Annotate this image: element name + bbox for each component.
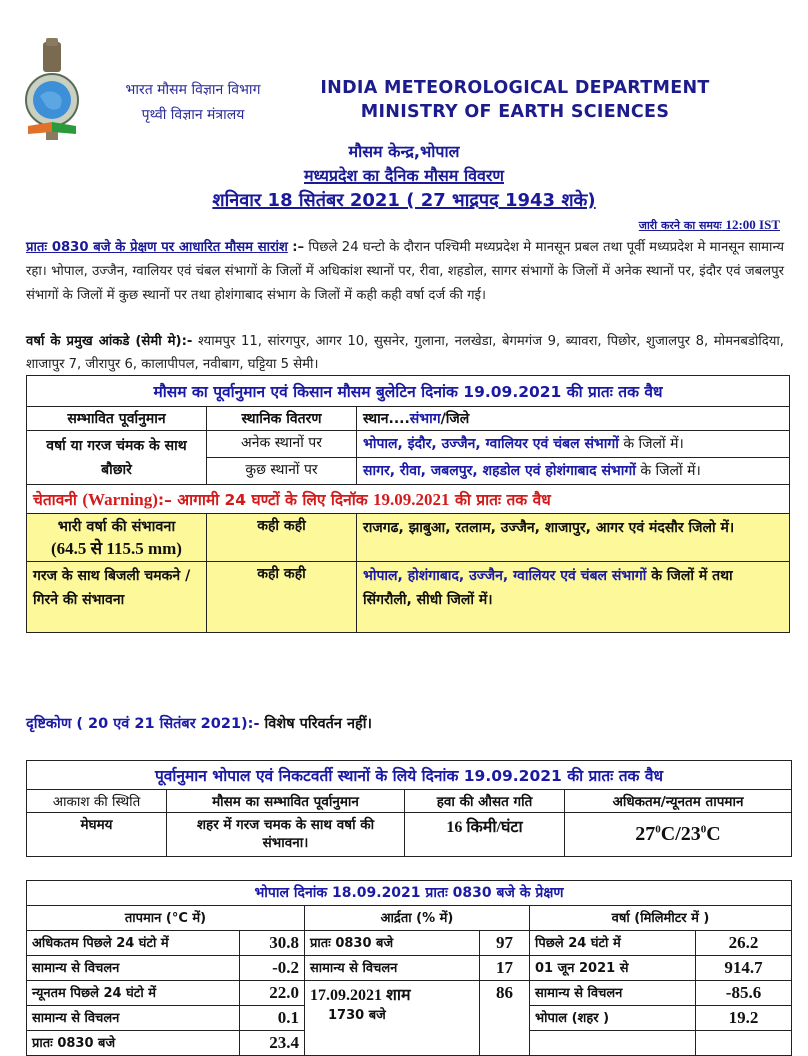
humidity-value: 17 (480, 956, 530, 981)
sky-condition: मेघमय (27, 813, 167, 857)
forecast-distribution: अनेक स्थानों पर (207, 431, 357, 458)
header-forecast: मौसम का सम्भावित पूर्वानुमान (167, 790, 405, 813)
rain-label: सामान्य से विचलन (530, 981, 696, 1006)
bhopal-forecast-table (26, 760, 792, 857)
warning-phenomenon: गरज के साथ बिजली चमकने / गिरने की संभावना (27, 562, 207, 633)
temp-label: सामान्य से विचलन (27, 956, 240, 981)
observations-table (26, 880, 792, 1056)
warning-places-list: राजगढ, झाबुआ, रतलाम, उज्जैन, शाजापुर, आगर एवं मंदसौर जिलो में। (363, 520, 735, 536)
warning-title (27, 485, 790, 514)
warning-text: :– आगामी 24 घण्टों के लिए दिनॉक (157, 491, 368, 509)
forecast-places (357, 431, 790, 458)
rainfall-figures (26, 330, 784, 376)
rainfall-text: श्यामपुर 11, सांरगपुर, आगर 10, सुसनेर, गुलाना, नलखेडा, बेगमगंज 9, ब्यावरा, पिछोर, शुजालपुर 8, मोमनबडोदिया, शाजापुर 7, जीरापुर 6, कालापीपल, नवीबाग, घट्टिया 5 सेमी। (26, 334, 784, 372)
forecast-places-list: भोपाल, इंदौर, उज्जैन, ग्वालियर एवं चंबल संभागों (363, 436, 619, 452)
hindi-department-name (108, 78, 278, 128)
rain-value: 914.7 (696, 956, 792, 981)
max-min-temp: $27^0C/23^0C$ (565, 813, 792, 857)
forecast-places-suffix: के जिलों में। (623, 436, 684, 452)
wind-speed: 16 किमी/घंटा (405, 813, 565, 857)
temp-unit: C (706, 823, 721, 845)
english-dept-line1: INDIA METEOROLOGICAL DEPARTMENT (320, 78, 710, 98)
max-temp: 27 (635, 823, 656, 845)
outlook-text: विशेष परिवर्तन नहीं। (264, 716, 372, 732)
warning-places (357, 514, 790, 562)
date-heading-text: शनिवार 18 सितंबर 2021 ( 27 भाद्रपद 1943 शके) (212, 190, 596, 211)
hindi-dept-line1: भारत मौसम विज्ञान विभाग (125, 82, 261, 98)
temp-value: -0.2 (240, 956, 305, 981)
temp-value: 22.0 (240, 981, 305, 1006)
forecast-header-phenomenon: सम्भावित पूर्वानुमान (27, 407, 207, 431)
rainfall-label: वर्षा के प्रमुख आंकडे (सेमी मे):- (26, 334, 193, 349)
temp-unit: C (660, 823, 676, 845)
observation-row (27, 931, 792, 956)
places-district: /जिले (440, 411, 470, 427)
header-wind: हवा की औसत गति (405, 790, 565, 813)
warning-distribution: कही कही (207, 514, 357, 562)
observations-title: भोपाल दिनांक 18.09.2021 प्रातः 0830 बजे के प्रेक्षण (27, 881, 792, 906)
rain-label: 01 जून 2021 से (530, 956, 696, 981)
rain-label: भोपाल (शहर ) (530, 1006, 696, 1031)
temp-label: अधिकतम पिछले 24 घंटो में (27, 931, 240, 956)
warning-tail: की प्रातः तक वैध (454, 491, 551, 509)
warning-places-suffix: के जिलों में तथा सिंगरौली, सीधी जिलों में। (363, 568, 733, 608)
document-subtitle (0, 164, 808, 186)
temp-label: सामान्य से विचलन (27, 1006, 240, 1031)
forecast-places (357, 458, 790, 485)
places-division: संभाग (409, 411, 441, 427)
warning-phenomenon (27, 514, 207, 562)
forecast-distribution: कुछ स्थानों पर (207, 458, 357, 485)
observation-row (27, 981, 792, 1006)
humidity-date: 17.09.2021 शाम (310, 987, 411, 1004)
rain-value: -85.6 (696, 981, 792, 1006)
subtitle-text: मध्यप्रदेश का दैनिक मौसम विवरण (303, 166, 504, 185)
forecast-places-suffix: के जिलों में। (640, 463, 701, 479)
forecast-header-distribution: स्थानिक वितरण (207, 407, 357, 431)
warning-label: चेतावनी (33, 491, 77, 509)
warning-places-list: भोपाल, होशंगाबाद, उज्जैन, ग्वालियर एवं चंबल संभागों (363, 568, 647, 584)
rain-label: पिछले 24 घंटो में (530, 931, 696, 956)
rain-value: 26.2 (696, 931, 792, 956)
issue-time (639, 217, 780, 233)
forecast-table (26, 375, 790, 633)
humidity-value: 97 (480, 931, 530, 956)
humidity-header: आर्द्रता (% में) (305, 906, 530, 931)
humidity-label: प्रातः 0830 बजे (305, 931, 480, 956)
humidity-value: 86 (480, 981, 530, 1056)
summary-label: प्रातः 0830 बजे के प्रेक्षण पर आधारित मौसम सारांश (26, 240, 288, 255)
issue-label: जारी करने का समयः (638, 219, 722, 232)
header-temperature: अधिकतम/न्यूनतम तापमान (565, 790, 792, 813)
forecast-places-list: सागर, रीवा, जबलपुर, शहडोल एवं होशंगाबाद संभागों (363, 463, 636, 479)
outlook-label: दृष्टिकोण ( 20 एवं 21 सितंबर 2021):- (26, 716, 260, 732)
centre-name: मौसम केन्द्र,भोपाल (348, 142, 460, 161)
summary-text: पिछले 24 घन्टो के दौरान पश्चिमी मध्यप्रदेश मे मानसून प्रबल तथा पूर्वी मध्यप्रदेश मे मानसून सामान्य रहा। भोपाल, उज्जैन, ग्वालियर एवं चंबल संभागों के जिलों में अधिकांश स्थानों पर, रीवा, शहडोल, सागर संभागों के जिलों में अनेक स्थानों पर, इंदौर एवं जबलपुर संभागों के जिलों में कुछ स्थानों पर तथा होशंगाबाद संभाग के जिलों में कही कही वर्षा दर्ज की गई। (26, 240, 784, 303)
weather-summary (26, 236, 784, 308)
issue-time-value: 12:00 IST (725, 217, 780, 232)
degree-sign: 0 (655, 823, 661, 836)
forecast-title: मौसम का पूर्वानुमान एवं किसान मौसम बुलेटिन दिनांक 19.09.2021 की प्रातः तक वैध (27, 376, 790, 407)
forecast-row (27, 431, 790, 458)
english-dept-line2: MINISTRY OF EARTH SCIENCES (360, 102, 670, 122)
imd-emblem-icon (24, 38, 80, 144)
humidity-label: सामान्य से विचलन (305, 956, 480, 981)
summary-separator: :– (292, 240, 305, 255)
warning-places (357, 562, 790, 633)
hindi-dept-line2: पृथ्वी विज्ञान मंत्रालय (141, 107, 245, 123)
temp-label: न्यूनतम पिछले 24 घंटो में (27, 981, 240, 1006)
english-department-name (300, 76, 730, 124)
warning-row (27, 514, 790, 562)
places-prefix: स्थान.... (363, 411, 410, 427)
temperature-header: तापमान (°C में) (27, 906, 305, 931)
temp-value: 23.4 (240, 1031, 305, 1056)
forecast-header-places (357, 407, 790, 431)
warning-english: (Warning) (82, 490, 158, 509)
warning-distribution: कही कही (207, 562, 357, 633)
humidity-label (305, 981, 480, 1056)
min-temp: 23 (680, 823, 701, 845)
header-sky: आकाश की स्थिति (27, 790, 167, 813)
expected-forecast: शहर में गरज चमक के साथ वर्षा की संभावना। (167, 813, 405, 857)
date-heading (0, 188, 808, 212)
bhopal-forecast-title: पूर्वानुमान भोपाल एवं निकटवर्ती स्थानों के लिये दिनांक 19.09.2021 की प्रातः तक वैध (27, 761, 792, 790)
temp-value: 0.1 (240, 1006, 305, 1031)
warning-row (27, 562, 790, 633)
humidity-time: 1730 बजे (328, 1008, 386, 1023)
degree-sign: 0 (700, 823, 707, 836)
warning-phenomenon-line1: भारी वर्षा की संभावना (57, 519, 176, 535)
warning-phenomenon-line2: (64.5 से 115.5 mm) (51, 539, 182, 558)
temp-value: 30.8 (240, 931, 305, 956)
observation-row (27, 956, 792, 981)
temp-label: प्रातः 0830 बजे (27, 1031, 240, 1056)
outlook (26, 713, 372, 733)
rain-value: 19.2 (696, 1006, 792, 1031)
forecast-phenomenon: वर्षा या गरज चंमक के साथ बौछारे (27, 431, 207, 485)
warning-date: 19.09.2021 (373, 490, 450, 509)
rain-header: वर्षा (मिलिमीटर में ) (530, 906, 792, 931)
